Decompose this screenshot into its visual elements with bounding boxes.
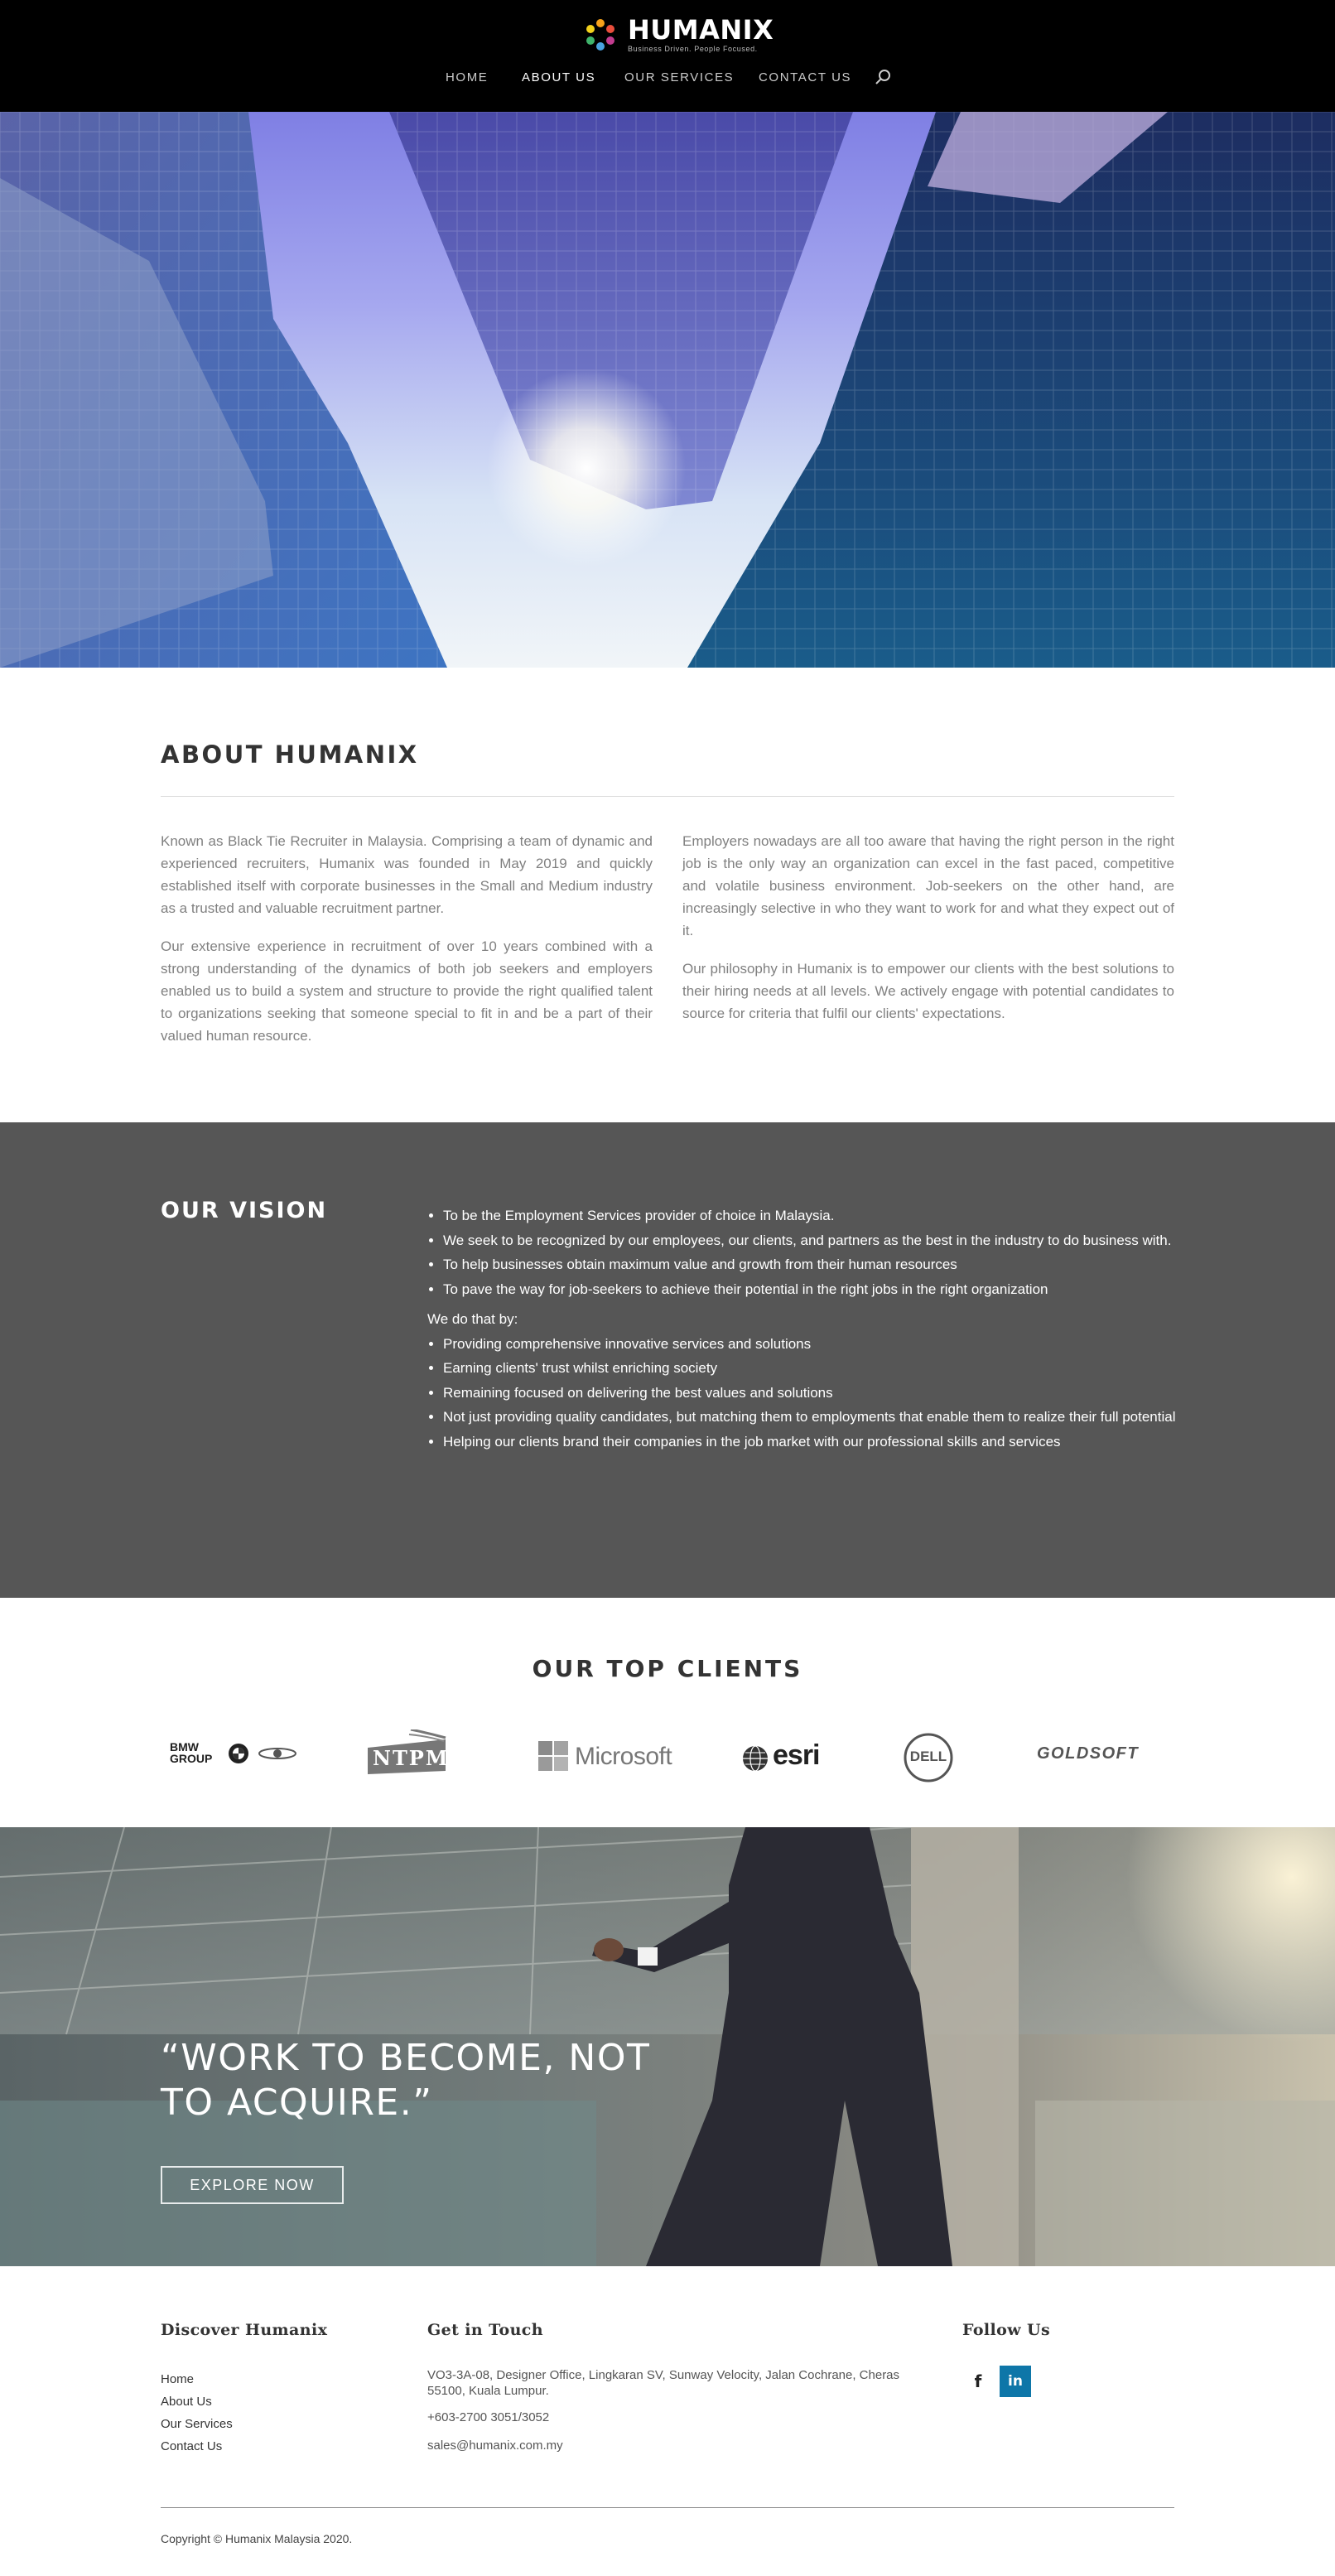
bmw-wordmark [170, 1741, 212, 1764]
linkedin-icon[interactable]: in [1000, 2366, 1031, 2397]
logo-text [628, 14, 774, 53]
footer-discover-heading: Discover Humanix [161, 2321, 328, 2339]
site-header [0, 0, 1335, 112]
about-paragraph: Our philosophy in Humanix is to empower our clients with the best solutions to their hiring needs at all levels. We actively engage with potential candidates to source for criteria that fulfil our clients' expectations. [682, 961, 1174, 1021]
footer-link-contact-us[interactable]: Contact Us [161, 2439, 223, 2453]
bmw-wordmark-line1: BMW [170, 1740, 199, 1754]
footer-divider [161, 2507, 1174, 2508]
bmw-wordmark-line2: GROUP [170, 1752, 213, 1765]
list-item: We seek to be recognized by our employees, our clients, and partners as the best in the industry to do business with. [427, 1228, 1176, 1253]
microsoft-wordmark: Microsoft [575, 1743, 672, 1770]
list-item: Remaining focused on delivering the best values and solutions [427, 1381, 1176, 1406]
list-item: Providing comprehensive innovative services and solutions [427, 1332, 1176, 1357]
nav-home[interactable]: HOME [446, 70, 489, 84]
list-item: Earning clients' trust whilst enriching society [427, 1356, 1176, 1381]
about-right-column [682, 830, 1174, 1040]
client-logo-microsoft [538, 1738, 679, 1774]
nav-contact-us[interactable]: CONTACT US [759, 70, 852, 84]
footer-link-home[interactable]: Home [161, 2372, 195, 2386]
logo-mark-icon [581, 16, 619, 54]
vision-goals-list [427, 1204, 1176, 1301]
brand-tagline: Business Driven. People Focused. [628, 45, 758, 53]
client-logo-dell [903, 1732, 954, 1783]
list-item: To pave the way for job-seekers to achieve their potential in the right jobs in the right organization [427, 1277, 1176, 1302]
vision-method-intro: We do that by: [427, 1311, 518, 1327]
bmw-roundel-icon [226, 1741, 301, 1766]
list-item: Helping our clients brand their companies in the job market with our professional skills and services [427, 1430, 1176, 1454]
hero-image [0, 112, 1335, 668]
nav-our-services[interactable]: OUR SERVICES [624, 70, 735, 84]
search-icon[interactable] [875, 68, 893, 86]
ntpm-wordmark: NTPM [373, 1746, 450, 1770]
dell-wordmark: DELL [909, 1749, 947, 1764]
about-paragraph: Known as Black Tie Recruiter in Malaysia. Comprising a team of dynamic and experienced recruiters, Humanix was founded in May 2019 and quickly established itself with corporate businesses in the Small and Medium industry as a trusted and valuable recruitment partner. [161, 833, 653, 916]
client-logo-goldsoft [1037, 1743, 1169, 1768]
explore-now-button[interactable]: EXPLORE NOW [161, 2166, 344, 2204]
about-paragraph: Our extensive experience in recruitment of over 10 years combined with a strong understanding of the dynamics of both job seekers and employers enabled us to build a system and structure to provide the right qualified talent to organizations seeking that someone special to fit in and be a part of their valued human resource. [161, 938, 653, 1044]
globe-icon [741, 1744, 769, 1773]
facebook-icon[interactable]: f [974, 2371, 982, 2391]
brand-name: HUMANIX [628, 14, 774, 46]
vision-methods-list [427, 1332, 1176, 1454]
quote-text: “WORK TO BECOME, NOT TO ACQUIRE.” [161, 2037, 651, 2124]
list-item: To be the Employment Services provider of choice in Malaysia. [427, 1204, 1176, 1228]
client-logo-ntpm [361, 1729, 452, 1776]
about-left-column [161, 830, 653, 1063]
vision-body [427, 1204, 1176, 1454]
divider [161, 796, 1174, 797]
esri-wordmark: esri [773, 1739, 820, 1771]
goldsoft-wordmark: GOLDSOFT [1037, 1744, 1140, 1763]
nav-about-us[interactable]: ABOUT US [522, 70, 596, 84]
copyright: Copyright © Humanix Malaysia 2020. [161, 2532, 353, 2545]
client-logo-esri [740, 1739, 831, 1774]
vision-title: OUR VISION [161, 1198, 328, 1223]
footer-link-our-services[interactable]: Our Services [161, 2417, 233, 2431]
footer-link-about-us[interactable]: About Us [161, 2395, 212, 2409]
microsoft-squares-icon [538, 1741, 568, 1771]
footer-email[interactable]: sales@humanix.com.my [427, 2439, 563, 2453]
footer-follow-heading: Follow Us [962, 2321, 1051, 2339]
footer-links [161, 2368, 233, 2458]
list-item: To help businesses obtain maximum value and growth from their human resources [427, 1252, 1176, 1277]
client-logo-bmw [170, 1739, 302, 1769]
humanix-logo[interactable] [581, 15, 774, 55]
main-nav [0, 70, 1335, 87]
clients-title: OUR TOP CLIENTS [532, 1655, 803, 1682]
footer-address: VO3-3A-08, Designer Office, Lingkaran SV, Sunway Velocity, Jalan Cochrane, Cheras 55100, Kuala Lumpur. [427, 2368, 900, 2398]
skyscrapers-illustration [0, 112, 1335, 668]
list-item: Not just providing quality candidates, but matching them to employments that enable them to realize their full potential [427, 1405, 1176, 1430]
about-title: ABOUT HUMANIX [161, 740, 419, 769]
footer-phone[interactable]: +603-2700 3051/3052 [427, 2410, 550, 2424]
about-paragraph: Employers nowadays are all too aware that having the right person in the right job is the only way an organization can excel in the fast paced, competitive and volatile business environment. Job-seekers on the other hand, are increasingly selective in who they want to work for and what they expect out of it. [682, 833, 1174, 938]
footer-contact-heading: Get in Touch [427, 2321, 543, 2339]
